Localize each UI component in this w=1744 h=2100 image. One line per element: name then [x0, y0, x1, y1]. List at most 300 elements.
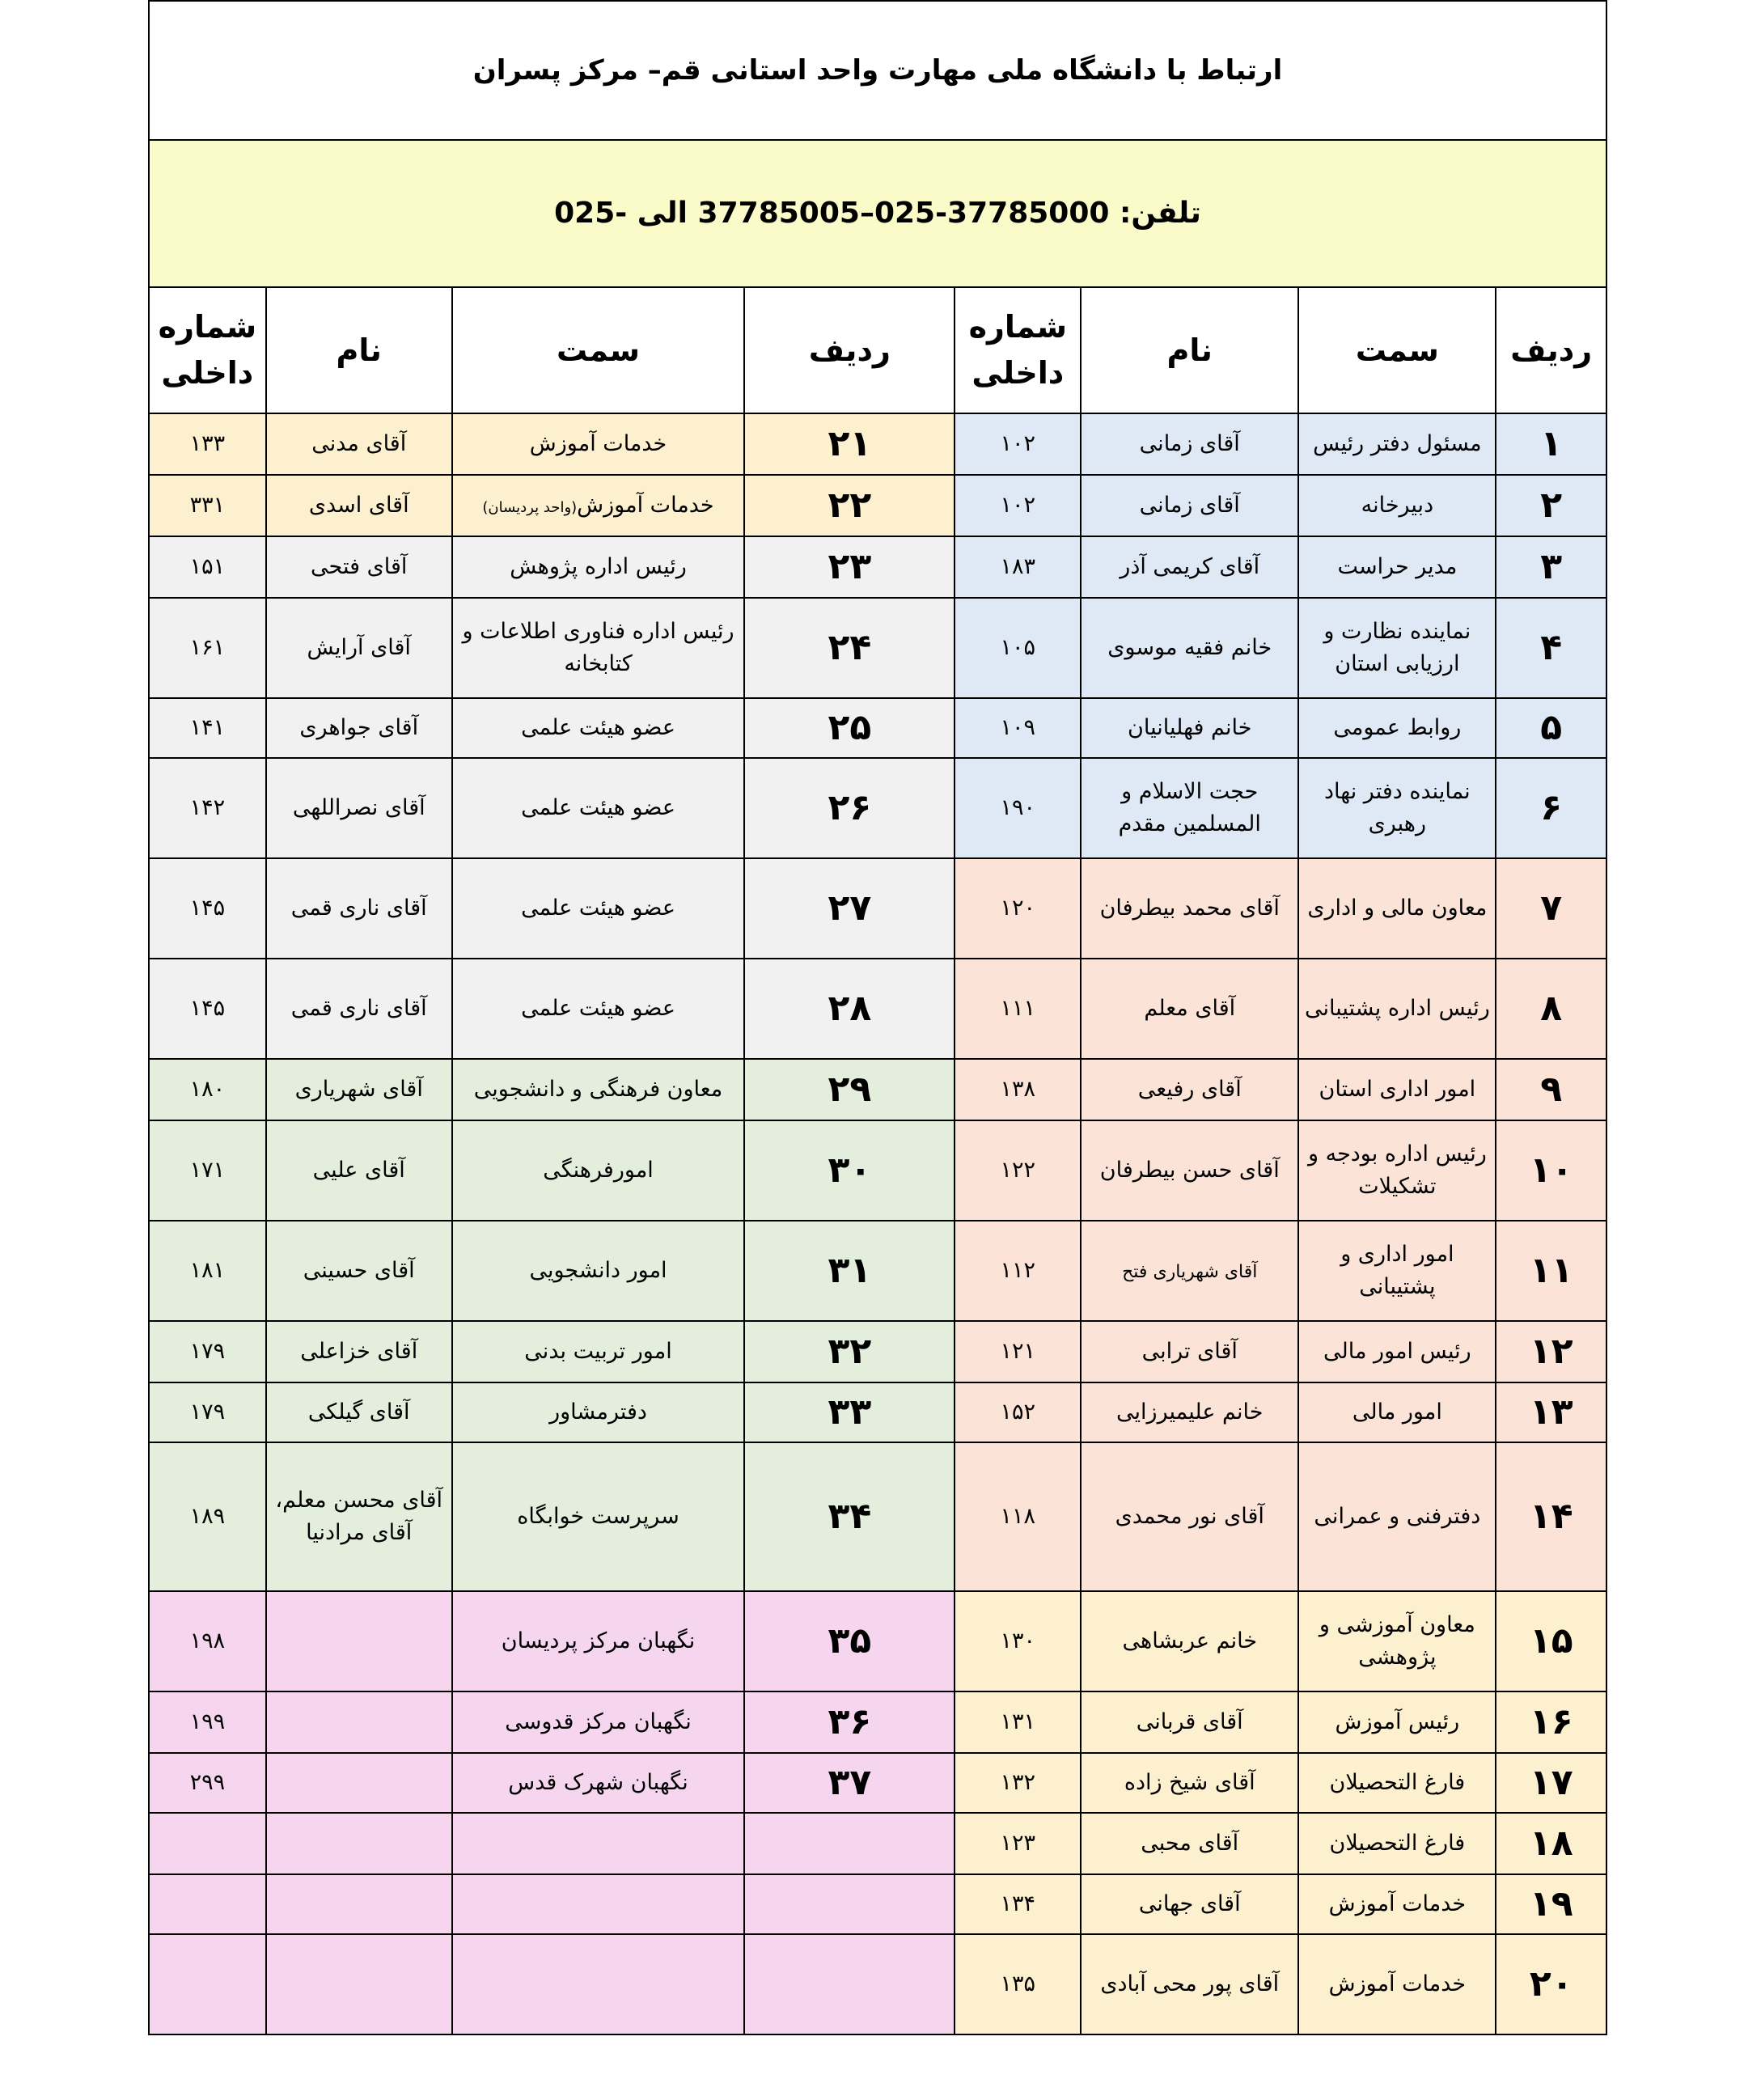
row-number-cell-right — [1496, 959, 1606, 1059]
position-text: نماینده دفتر نهاد رهبری — [1324, 778, 1471, 836]
row-number-cell-right — [1496, 1691, 1606, 1753]
name-text: آقای کریمی آذر — [1120, 553, 1260, 579]
row-number-cell-left — [744, 1059, 955, 1120]
name-text: آقای معلم — [1144, 995, 1236, 1021]
table-row — [149, 1221, 1606, 1321]
name-text: آقای زمانی — [1139, 492, 1240, 518]
table-row — [149, 598, 1606, 698]
name-text: آقای جواهری — [299, 714, 419, 740]
extension-cell-left — [149, 475, 266, 536]
row-number-text: ۱ — [1540, 423, 1563, 464]
table-row — [149, 536, 1606, 598]
extension-text: ۱۲۲ — [1000, 1157, 1036, 1183]
row-number-cell-left — [744, 1321, 955, 1382]
position-cell-right — [1298, 858, 1496, 959]
table-row — [149, 1120, 1606, 1221]
row-number-cell-left — [744, 758, 955, 858]
table-row — [149, 1059, 1606, 1120]
row-number-cell-left — [744, 858, 955, 959]
row-number-text: ۱۲ — [1529, 1331, 1573, 1372]
extension-cell-left — [149, 1221, 266, 1321]
row-number-text: ۷ — [1540, 887, 1563, 929]
position-text: معاون آموزشی و پژوهشی — [1319, 1611, 1475, 1670]
extension-cell-right — [955, 413, 1081, 475]
table-row — [149, 959, 1606, 1059]
extension-text: ۱۹۸ — [189, 1628, 226, 1653]
row-number-cell-right — [1496, 1591, 1606, 1691]
extension-cell-left — [149, 1321, 266, 1382]
extension-cell-right — [955, 1442, 1081, 1591]
row-number-cell-left — [744, 598, 955, 698]
row-number-text: ۱۰ — [1529, 1149, 1573, 1191]
extension-text: ۱۰۹ — [1000, 714, 1036, 740]
row-number-text: ۸ — [1540, 988, 1563, 1029]
extension-text: ۳۳۱ — [189, 492, 226, 518]
table-row — [149, 1753, 1606, 1813]
position-text: رئیس آموزش — [1335, 1708, 1460, 1734]
name-text: آقای حسینی — [303, 1257, 415, 1283]
extension-text: ۱۶۱ — [189, 634, 226, 660]
row-number-cell-left — [744, 1120, 955, 1221]
name-text: آقای ترابی — [1141, 1338, 1238, 1364]
extension-cell-right — [955, 1059, 1081, 1120]
name-cell-right — [1081, 413, 1298, 475]
row-number-cell-left — [744, 1813, 955, 1874]
name-text: خانم فهلیانیان — [1128, 714, 1252, 740]
row-number-text: ۲۳ — [828, 546, 872, 587]
name-text: آقای شهریاری — [294, 1076, 423, 1102]
name-text: آقای مدنی — [311, 430, 407, 456]
table-row — [149, 1813, 1606, 1874]
position-text: خدمات آموزش — [529, 430, 667, 456]
extension-text: ۱۵۲ — [1000, 1399, 1036, 1425]
extension-cell-left — [149, 1382, 266, 1442]
name-cell-right — [1081, 698, 1298, 758]
row-number-cell-left — [744, 1221, 955, 1321]
name-text: آقای علیی — [312, 1157, 405, 1183]
extension-cell-left — [149, 1874, 266, 1934]
name-text: آقای محبی — [1141, 1830, 1239, 1856]
extension-cell-left — [149, 758, 266, 858]
name-cell-left — [266, 1321, 452, 1382]
position-cell-right — [1298, 698, 1496, 758]
position-text: امور اداری استان — [1319, 1076, 1476, 1102]
name-cell-right — [1081, 536, 1298, 598]
row-number-cell-right — [1496, 536, 1606, 598]
position-text: عضو هیئت علمی — [521, 714, 675, 740]
position-note-text: (واحد پردیسان) — [482, 498, 578, 516]
table-row — [149, 758, 1606, 858]
position-cell-right — [1298, 1059, 1496, 1120]
name-cell-left — [266, 1120, 452, 1221]
position-cell-left — [452, 1221, 745, 1321]
extension-cell-left — [149, 413, 266, 475]
name-cell-left — [266, 413, 452, 475]
position-cell-left — [452, 1813, 745, 1874]
table-row — [149, 1442, 1606, 1591]
name-cell-right — [1081, 1221, 1298, 1321]
name-text: آقای محمد بیطرفان — [1099, 895, 1280, 921]
name-text: آقای قربانی — [1136, 1708, 1243, 1734]
row-number-cell-left — [744, 1753, 955, 1813]
extension-cell-left — [149, 1753, 266, 1813]
name-cell-left — [266, 758, 452, 858]
row-number-text: ۲۲ — [828, 485, 872, 526]
name-cell-left — [266, 1442, 452, 1591]
table-row — [149, 1591, 1606, 1691]
row-number-text: ۲۴ — [828, 627, 872, 668]
name-cell-left — [266, 1874, 452, 1934]
extension-text: ۱۳۴ — [1000, 1890, 1036, 1916]
name-cell-right — [1081, 1442, 1298, 1591]
position-cell-right — [1298, 475, 1496, 536]
position-cell-left — [452, 475, 745, 536]
extension-text: ۱۰۵ — [1000, 634, 1036, 660]
name-text: خانم علیمیرزایی — [1116, 1399, 1264, 1425]
extension-text: ۱۷۹ — [189, 1399, 226, 1425]
extension-text: ۱۲۳ — [1000, 1830, 1036, 1856]
row-number-cell-left — [744, 1691, 955, 1753]
name-cell-left — [266, 1382, 452, 1442]
position-cell-left — [452, 1120, 745, 1221]
row-number-cell-left — [744, 413, 955, 475]
position-text: روابط عمومی — [1333, 714, 1462, 740]
extension-text: ۱۲۱ — [1000, 1338, 1036, 1364]
position-cell-left — [452, 1382, 745, 1442]
row-number-text: ۳۰ — [828, 1149, 872, 1191]
name-text: آقای نصراللهی — [292, 794, 425, 820]
name-cell-left — [266, 1813, 452, 1874]
table-row — [149, 1874, 1606, 1934]
position-cell-left — [452, 1059, 745, 1120]
name-text: آقای گیلکی — [307, 1399, 410, 1425]
extension-cell-right — [955, 598, 1081, 698]
name-cell-left — [266, 475, 452, 536]
extension-text: ۱۱۸ — [1000, 1503, 1036, 1529]
position-cell-right — [1298, 758, 1496, 858]
extension-cell-right — [955, 536, 1081, 598]
name-cell-left — [266, 959, 452, 1059]
name-text: آقای شیخ زاده — [1124, 1769, 1255, 1795]
phone-banner: تلفن: 37785000-025–37785005 الی -025 — [149, 140, 1606, 287]
extension-cell-right — [955, 1591, 1081, 1691]
extension-cell-right — [955, 1874, 1081, 1934]
position-text: نگهبان مرکز پردیسان — [501, 1628, 696, 1653]
position-cell-right — [1298, 1321, 1496, 1382]
name-cell-left — [266, 1221, 452, 1321]
row-number-cell-right — [1496, 1442, 1606, 1591]
row-number-text: ۶ — [1540, 787, 1563, 828]
extension-cell-right — [955, 1691, 1081, 1753]
position-cell-left — [452, 1321, 745, 1382]
extension-cell-left — [149, 698, 266, 758]
extension-text: ۱۸۳ — [1000, 553, 1036, 579]
extension-text: ۱۰۲ — [1000, 430, 1036, 456]
position-text: دبیرخانه — [1361, 492, 1434, 518]
position-text: خدمات آموزش — [1328, 1890, 1467, 1916]
row-number-text: ۲ — [1540, 485, 1563, 526]
name-cell-right — [1081, 858, 1298, 959]
row-number-text: ۳ — [1540, 546, 1563, 587]
header-extension-right: شماره داخلی — [955, 287, 1081, 413]
extension-text: ۲۹۹ — [189, 1769, 226, 1795]
name-cell-left — [266, 1059, 452, 1120]
name-text: آقای حسن بیطرفان — [1099, 1157, 1280, 1183]
position-cell-left — [452, 758, 745, 858]
position-text: سرپرست خوابگاه — [517, 1503, 679, 1529]
extension-cell-right — [955, 959, 1081, 1059]
extension-text: ۱۴۲ — [189, 794, 226, 820]
table-row — [149, 475, 1606, 536]
name-cell-left — [266, 536, 452, 598]
extension-cell-right — [955, 475, 1081, 536]
name-cell-right — [1081, 1059, 1298, 1120]
name-text: آقای آرایش — [307, 634, 411, 660]
row-number-text: ۲۵ — [828, 707, 872, 748]
position-cell-right — [1298, 1221, 1496, 1321]
name-text: آقای ناری قمی — [290, 895, 427, 921]
header-row-number-left: ردیف — [744, 287, 955, 413]
extension-text: ۱۳۸ — [1000, 1076, 1036, 1102]
row-number-text: ۲۶ — [828, 787, 872, 828]
row-number-cell-right — [1496, 1753, 1606, 1813]
table-row — [149, 858, 1606, 959]
row-number-text: ۳۴ — [828, 1496, 872, 1537]
position-cell-right — [1298, 1934, 1496, 2034]
row-number-cell-right — [1496, 475, 1606, 536]
name-cell-right — [1081, 1934, 1298, 2034]
row-number-cell-left — [744, 1874, 955, 1934]
position-cell-right — [1298, 598, 1496, 698]
header-position-right: سمت — [1298, 287, 1496, 413]
position-cell-left — [452, 1442, 745, 1591]
extension-cell-left — [149, 536, 266, 598]
extension-cell-left — [149, 1813, 266, 1874]
position-text: فارغ التحصیلان — [1329, 1830, 1466, 1856]
row-number-text: ۳۵ — [828, 1620, 872, 1662]
position-text: دفترفنی و عمرانی — [1314, 1503, 1481, 1529]
position-text: نگهبان مرکز قدوسی — [505, 1708, 692, 1734]
page-title: ارتباط با دانشگاه ملی مهارت واحد استانی قم– مرکز پسران — [149, 1, 1606, 140]
row-number-cell-right — [1496, 1221, 1606, 1321]
position-text: نماینده نظارت و ارزیابی استان — [1323, 618, 1471, 676]
row-number-text: ۲۷ — [828, 887, 872, 929]
row-number-cell-right — [1496, 413, 1606, 475]
extension-text: ۱۸۹ — [189, 1503, 226, 1529]
name-text: آقای رفیعی — [1137, 1076, 1242, 1102]
position-cell-right — [1298, 1813, 1496, 1874]
title-row — [149, 1, 1606, 140]
extension-cell-right — [955, 1813, 1081, 1874]
position-cell-right — [1298, 1382, 1496, 1442]
position-cell-left — [452, 1691, 745, 1753]
row-number-text: ۵ — [1540, 707, 1563, 748]
header-name-left: نام — [266, 287, 452, 413]
row-number-cell-left — [744, 1591, 955, 1691]
row-number-cell-left — [744, 698, 955, 758]
table-row — [149, 1691, 1606, 1753]
name-text: خانم عربشاهی — [1122, 1628, 1258, 1653]
position-cell-right — [1298, 536, 1496, 598]
row-number-cell-right — [1496, 1813, 1606, 1874]
row-number-text: ۹ — [1540, 1069, 1563, 1110]
row-number-text: ۲۱ — [828, 423, 872, 464]
position-text: رئیس امور مالی — [1323, 1338, 1471, 1364]
position-text: مسئول دفتر رئیس — [1313, 430, 1482, 456]
extension-cell-left — [149, 858, 266, 959]
name-text: خانم فقیه موسوی — [1107, 634, 1272, 660]
name-text: آقای نور محمدی — [1115, 1503, 1264, 1529]
row-number-text: ۱۸ — [1529, 1823, 1573, 1864]
extension-text: ۱۳۰ — [1000, 1628, 1036, 1653]
extension-text: ۱۳۱ — [1000, 1708, 1036, 1734]
row-number-text: ۱۵ — [1529, 1620, 1573, 1662]
extension-text: ۱۳۳ — [189, 430, 226, 456]
position-cell-right — [1298, 1753, 1496, 1813]
extension-cell-right — [955, 698, 1081, 758]
position-cell-right — [1298, 1691, 1496, 1753]
row-number-text: ۴ — [1540, 627, 1563, 668]
row-number-cell-left — [744, 1442, 955, 1591]
position-text: معاون مالی و اداری — [1307, 895, 1488, 921]
position-cell-right — [1298, 413, 1496, 475]
position-cell-left — [452, 959, 745, 1059]
row-number-text: ۲۰ — [1529, 1963, 1573, 2005]
name-text: آقای فتحی — [311, 553, 408, 579]
position-text: عضو هیئت علمی — [521, 794, 675, 820]
position-text: امور دانشجویی — [529, 1257, 667, 1283]
row-number-cell-left — [744, 536, 955, 598]
extension-cell-left — [149, 598, 266, 698]
name-cell-left — [266, 1691, 452, 1753]
name-cell-right — [1081, 1753, 1298, 1813]
extension-text: ۱۴۵ — [189, 995, 226, 1021]
position-text: رئیس اداره پژوهش — [510, 553, 687, 579]
table-row — [149, 413, 1606, 475]
name-cell-right — [1081, 1382, 1298, 1442]
name-cell-right — [1081, 1874, 1298, 1934]
row-number-cell-right — [1496, 758, 1606, 858]
extension-text: ۱۸۰ — [189, 1076, 226, 1102]
extension-cell-right — [955, 1753, 1081, 1813]
extension-cell-left — [149, 1120, 266, 1221]
row-number-text: ۳۳ — [828, 1391, 872, 1433]
name-cell-right — [1081, 1691, 1298, 1753]
row-number-text: ۱۴ — [1529, 1496, 1573, 1537]
header-row — [149, 287, 1606, 413]
row-number-text: ۱۷ — [1529, 1762, 1573, 1803]
name-cell-right — [1081, 1591, 1298, 1691]
extension-text: ۱۵۱ — [189, 553, 226, 579]
extension-cell-right — [955, 1221, 1081, 1321]
table-row — [149, 1321, 1606, 1382]
extension-cell-right — [955, 1120, 1081, 1221]
name-cell-left — [266, 1934, 452, 2034]
table-row — [149, 698, 1606, 758]
position-text: عضو هیئت علمی — [521, 995, 675, 1021]
row-number-text: ۱۹ — [1529, 1883, 1573, 1924]
name-cell-left — [266, 1753, 452, 1813]
position-text: نگهبان شهرک قدس — [508, 1769, 688, 1795]
position-text: امور تربیت بدنی — [524, 1338, 672, 1364]
row-number-cell-right — [1496, 1382, 1606, 1442]
position-cell-left — [452, 1753, 745, 1813]
position-cell-right — [1298, 1120, 1496, 1221]
name-text: آقای شهریاری فتح — [1122, 1261, 1258, 1282]
position-cell-left — [452, 413, 745, 475]
row-number-cell-left — [744, 1934, 955, 2034]
extension-text: ۱۱۱ — [1000, 995, 1036, 1021]
position-text: رئیس اداره بودجه و تشکیلات — [1307, 1141, 1487, 1199]
extension-text: ۱۴۱ — [189, 714, 226, 740]
row-number-text: ۱۳ — [1529, 1391, 1573, 1433]
extension-cell-left — [149, 1591, 266, 1691]
row-number-text: ۲۸ — [828, 988, 872, 1029]
position-cell-left — [452, 536, 745, 598]
header-name-right: نام — [1081, 287, 1298, 413]
position-text: خدمات آموزش — [1328, 1971, 1467, 1996]
position-cell-left — [452, 1591, 745, 1691]
position-cell-right — [1298, 1874, 1496, 1934]
position-cell-right — [1298, 1591, 1496, 1691]
extension-text: ۱۷۹ — [189, 1338, 226, 1364]
row-number-cell-left — [744, 475, 955, 536]
extension-text: ۱۷۱ — [189, 1157, 226, 1183]
name-text: آقای اسدی — [308, 492, 409, 518]
row-number-text: ۳۶ — [828, 1701, 872, 1742]
table-row — [149, 1934, 1606, 2034]
position-text: رئیس اداره فناوری اطلاعات و کتابخانه — [462, 618, 734, 676]
position-cell-right — [1298, 1442, 1496, 1591]
position-cell-left — [452, 598, 745, 698]
header-position-left: سمت — [452, 287, 745, 413]
row-number-text: ۱۱ — [1529, 1250, 1573, 1291]
extension-cell-left — [149, 1059, 266, 1120]
row-number-text: ۱۶ — [1529, 1701, 1573, 1742]
position-text: عضو هیئت علمی — [521, 895, 675, 921]
header-extension-left: شماره داخلی — [149, 287, 266, 413]
name-text: آقای جهانی — [1138, 1890, 1241, 1916]
extension-cell-right — [955, 858, 1081, 959]
row-number-cell-right — [1496, 1934, 1606, 2034]
contact-directory-table — [148, 0, 1607, 2035]
row-number-text: ۳۱ — [828, 1250, 872, 1291]
row-number-text: ۳۷ — [828, 1762, 872, 1803]
name-cell-right — [1081, 758, 1298, 858]
row-number-cell-left — [744, 1382, 955, 1442]
extension-text: ۱۰۲ — [1000, 492, 1036, 518]
header-row-number-right: ردیف — [1496, 287, 1606, 413]
extension-cell-left — [149, 1691, 266, 1753]
position-text: رئیس اداره پشتیبانی — [1304, 995, 1490, 1021]
row-number-cell-right — [1496, 698, 1606, 758]
position-cell-left — [452, 1874, 745, 1934]
row-number-cell-right — [1496, 1120, 1606, 1221]
extension-text: ۱۳۲ — [1000, 1769, 1036, 1795]
position-cell-right — [1298, 959, 1496, 1059]
row-number-cell-right — [1496, 1321, 1606, 1382]
extension-text: ۱۹۰ — [1000, 794, 1036, 820]
extension-cell-right — [955, 1934, 1081, 2034]
position-text: دفترمشاور — [549, 1399, 647, 1425]
name-cell-right — [1081, 1120, 1298, 1221]
row-number-cell-left — [744, 959, 955, 1059]
extension-text: ۱۲۰ — [1000, 895, 1036, 921]
name-text: آقای پور محی آبادی — [1100, 1971, 1280, 1996]
table-row — [149, 1382, 1606, 1442]
position-text: مدیر حراست — [1337, 553, 1458, 579]
row-number-cell-right — [1496, 1874, 1606, 1934]
